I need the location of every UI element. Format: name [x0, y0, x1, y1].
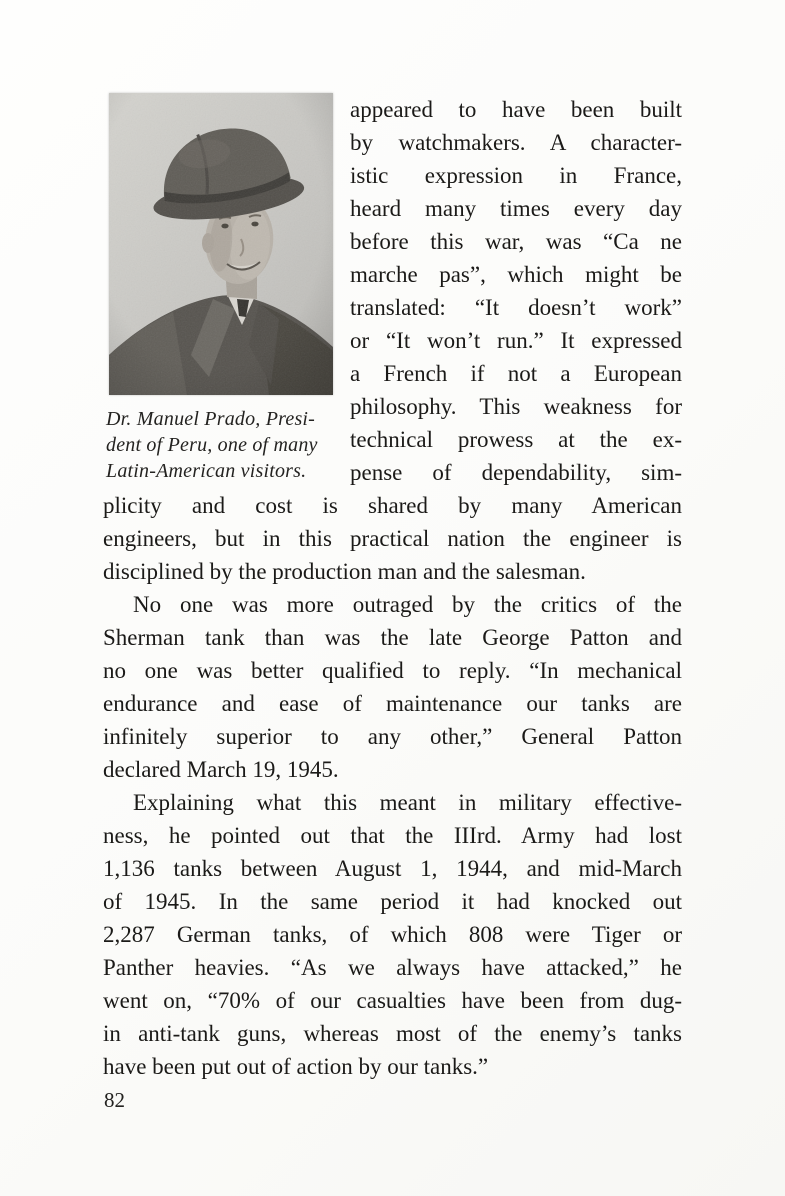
- photo-caption: [106, 406, 340, 484]
- paragraph-patton-quote: [103, 588, 682, 786]
- text-line: technical prowess at the ex-: [350, 427, 682, 452]
- text-line: istic expression in France,: [350, 163, 682, 188]
- paragraph-watchmakers-full-width: [103, 489, 682, 588]
- paragraph-tank-statistics: [103, 786, 682, 1083]
- text-line: Latin-American visitors.: [106, 460, 307, 482]
- text-line: went on, “70% of our casualties have been from dug-: [103, 988, 682, 1013]
- page-number: 82: [104, 1088, 125, 1112]
- text-line: endurance and ease of maintenance our tanks are: [103, 691, 682, 716]
- text-line: by watchmakers. A character-: [350, 130, 682, 155]
- portrait-photo: [109, 93, 333, 395]
- text-line: in anti-tank guns, whereas most of the enemy’s tanks: [103, 1021, 682, 1046]
- text-line: infinitely superior to any other,” General Patton: [103, 724, 682, 749]
- text-line: no one was better qualified to reply. “In mechanical: [103, 658, 682, 683]
- photo-block: [103, 93, 350, 484]
- text-line: dent of Peru, one of many: [106, 434, 318, 456]
- text-line: plicity and cost is shared by many American: [103, 493, 682, 518]
- text-line: appeared to have been built: [350, 97, 682, 122]
- text-line: translated: “It doesn’t work”: [350, 295, 682, 320]
- text-line: disciplined by the production man and the salesman.: [103, 559, 586, 584]
- text-line: Sherman tank than was the late George Patton and: [103, 625, 682, 650]
- text-line: engineers, but in this practical nation the engineer is: [103, 526, 682, 551]
- page-content: [103, 93, 682, 1083]
- text-line: heard many times every day: [350, 196, 682, 221]
- text-line: before this war, was “Ca ne: [350, 229, 682, 254]
- text-line: No one was more outraged by the critics of the: [133, 592, 682, 617]
- text-line: marche pas”, which might be: [350, 262, 682, 287]
- text-line: have been put out of action by our tanks.”: [103, 1054, 489, 1079]
- text-line: 1,136 tanks between August 1, 1944, and mid-March: [103, 856, 682, 881]
- text-line: of 1945. In the same period it had knocked out: [103, 889, 682, 914]
- text-line: or “It won’t run.” It expressed: [350, 328, 682, 353]
- text-line: a French if not a European: [350, 361, 682, 386]
- text-line: Panther heavies. “As we always have attacked,” he: [103, 955, 682, 980]
- text-line: declared March 19, 1945.: [103, 757, 339, 782]
- text-line: Dr. Manuel Prado, Presi-: [106, 408, 316, 430]
- text-line: pense of dependability, sim-: [350, 460, 682, 485]
- text-line: Explaining what this meant in military effective-: [133, 790, 682, 815]
- text-line: ness, he pointed out that the IIIrd. Army had lost: [103, 823, 682, 848]
- text-line: 2,287 German tanks, of which 808 were Tiger or: [103, 922, 682, 947]
- text-line: philosophy. This weakness for: [350, 394, 682, 419]
- man-in-fedora-illustration: [109, 93, 333, 395]
